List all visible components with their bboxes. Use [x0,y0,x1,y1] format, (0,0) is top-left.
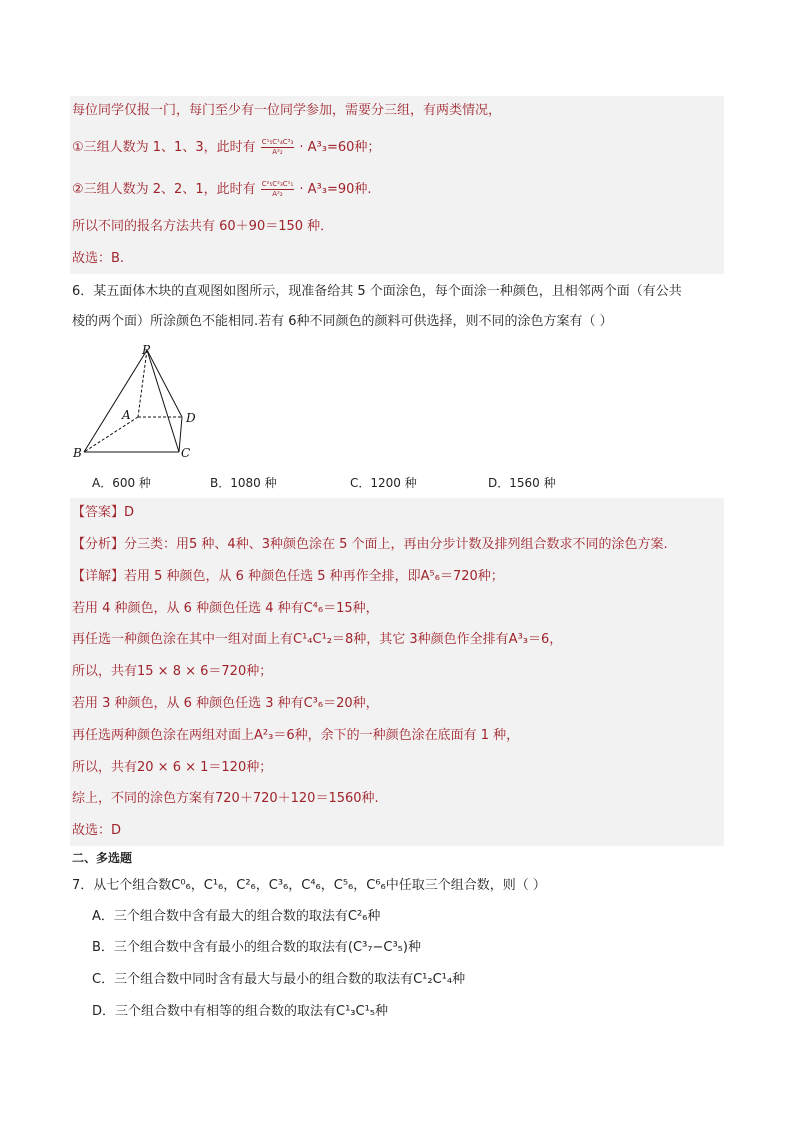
q6-detail-line9: 故选：D [72,823,122,838]
pyramid-figure [70,342,210,462]
prev-solution-total: 所以不同的报名方法共有 60＋90＝150 种． [72,219,334,234]
label-a: A [122,408,131,422]
q6-option-b[interactable]: B．1080 种 [210,476,277,490]
prev-solution-choice: 故选：B. [72,251,125,266]
prev-solution-case1: ①三组人数为 1、1、3，此时有 $\frac{\text{C¹₅C¹₄C³₃}}{\text{A²₂}}$ · A³₃=60种； [72,138,381,156]
q6-detail-line4: 所以，共有15 × 8 × 6＝720种； [72,664,273,679]
label-d: D [186,411,196,425]
q6-option-d[interactable]: D．1560 种 [488,476,556,490]
q7-stem: 7．从七个组合数C⁰₆，C¹₆，C²₆，C³₆，C⁴₆，C⁵₆，C⁶₆中任取三个组合数，则（ ） [72,878,546,893]
q6-detail-line3: 再任选一种颜色涂在其中一组对面上有C¹₄C¹₂＝8种，其它 3种颜色作全排有A³₃＝6， [72,632,563,647]
label-c: C [181,446,191,460]
prev-solution-case2: ②三组人数为 2、2、1，此时有 $\frac{\text{C²₅C²₃C¹₁}}{\text{A²₂}}$ · A³₃=90种. [72,180,372,198]
section-heading: 二、多选题 [72,851,133,865]
fraction-case1: $\frac{\text{C¹₅C¹₄C³₃}}{\text{A²₂}}$ [261,138,294,156]
q7-option-d[interactable]: D．三个组合数中有相等的组合数的取法有C¹₃C¹₅种 [92,1004,389,1019]
label-p: P [142,343,151,357]
q6-stem-line2: 棱的两个面）所涂颜色不能相同.若有 6种不同颜色的颜料可供选择，则不同的涂色方案有（ ） [72,314,613,329]
q6-analysis: 【分析】分三类：用5 种、4种、3种颜色涂在 5 个面上，再由分步计数及排列组合数求不同的涂色方案. [72,537,668,552]
label-b: B [73,446,82,460]
q6-detail-line6: 再任选两种颜色涂在两组对面上A²₃＝6种，余下的一种颜色涂在底面有 1 种， [72,728,520,743]
q7-option-c[interactable]: C．三个组合数中同时含有最大与最小的组合数的取法有C¹₂C¹₄种 [92,972,466,987]
q7-option-a[interactable]: A．三个组合数中含有最大的组合数的取法有C²₆种 [92,909,381,924]
fraction-case2: $\frac{\text{C²₅C²₃C¹₁}}{\text{A²₂}}$ [261,180,294,198]
q6-stem-line1: 6．某五面体木块的直观图如图所示，现准备给其 5 个面涂色，每个面涂一种颜色，且相邻两个面（有公共 [72,284,682,299]
q6-option-c[interactable]: C．1200 种 [350,476,417,490]
q6-detail-line1: 【详解】若用 5 种颜色，从 6 种颜色任选 5 种再作全排，即A⁵₆＝720种； [72,569,504,584]
q6-detail-line2: 若用 4 种颜色，从 6 种颜色任选 4 种有C⁴₆＝15种， [72,601,379,616]
q6-answer: 【答案】D [72,505,135,520]
q6-option-a[interactable]: A．600 种 [92,476,151,490]
q7-option-b[interactable]: B．三个组合数中含有最小的组合数的取法有(C³₇−C³₅)种 [92,940,421,955]
q6-detail-line5: 若用 3 种颜色，从 6 种颜色任选 3 种有C³₆＝20种， [72,696,379,711]
prev-solution-line1: 每位同学仅报一门，每门至少有一位同学参加，需要分三组，有两类情况， [72,103,502,118]
q6-detail-line7: 所以，共有20 × 6 × 1＝120种； [72,760,273,775]
q6-detail-line8: 综上，不同的涂色方案有720＋720＋120＝1560种. [72,791,379,806]
